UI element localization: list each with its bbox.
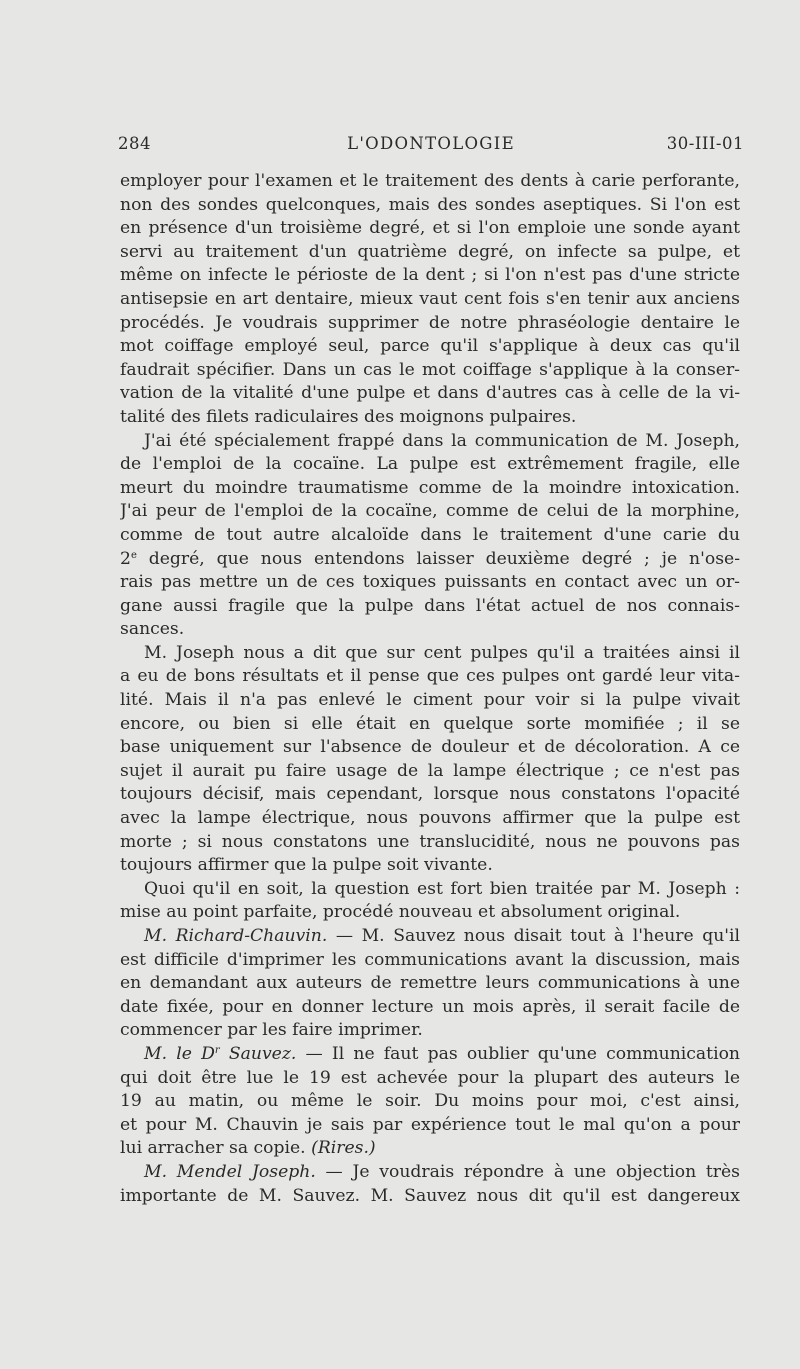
text-line: base uniquement sur l'absence de douleur et de décoloration. A ce — [120, 737, 740, 758]
superscript: r — [214, 1044, 220, 1056]
text-line: de l'emploi de la cocaïne. La pulpe est extrêmement fragile, elle — [120, 454, 740, 475]
text-segment: — Je voudrais répondre à une objection très — [315, 1161, 740, 1182]
paragraph-start: Quoi qu'il en soit, la question est fort bien traitée par M. Joseph : — [144, 878, 740, 899]
text-segment: — Il ne faut pas oublier qu'une communication — [296, 1043, 740, 1064]
text-line: antisepsie en art dentaire, mieux vaut cent fois s'en tenir aux anciens — [120, 288, 740, 309]
speaker-name: M. Mendel Joseph. — [144, 1161, 316, 1182]
speaker-surname: Sauvez. — [219, 1043, 297, 1064]
text-segment: degré, que nous entendons laisser deuxième degré ; je n'ose- — [136, 548, 740, 569]
text-line: en demandant aux auteurs de remettre leurs communications à une — [120, 973, 740, 994]
text-line: gane aussi fragile que la pulpe dans l'état actuel de nos connais- — [120, 595, 740, 616]
text-line: J'ai peur de l'emploi de la cocaïne, comme de celui de la morphine, — [120, 501, 740, 522]
page-number: 284 — [118, 134, 151, 153]
text-line: et pour M. Chauvin je sais par expérience tout le mal qu'on a pour — [120, 1114, 740, 1135]
text-line: date fixée, pour en donner lecture un mois après, il serait facile de — [120, 996, 740, 1017]
text-line: est difficile d'imprimer les communications avant la discussion, mais — [120, 949, 740, 970]
text-line: morte ; si nous constatons une translucidité, nous ne pouvons pas — [120, 831, 740, 852]
speaker-line — [120, 1043, 740, 1067]
text-segment: lui arracher sa copie. — [120, 1138, 312, 1159]
issue-date: 30-III-01 — [666, 134, 744, 153]
text-line: 19 au matin, ou même le soir. Du moins pour moi, c'est ainsi, — [120, 1091, 740, 1112]
text-line: en présence d'un troisième degré, et si l'on emploie une sonde ayant — [120, 218, 740, 239]
text-line — [120, 548, 740, 572]
text-line — [120, 1137, 740, 1161]
text-line: même on infecte le périoste de la dent ; si l'on n'est pas d'une stricte — [120, 265, 740, 286]
text-line: lité. Mais il n'a pas enlevé le ciment pour voir si la pulpe vivait — [120, 690, 740, 711]
text-line: talité des filets radiculaires des moignons pulpaires. — [120, 406, 577, 427]
speaker-prefix: M. le D — [144, 1043, 215, 1064]
text-line: toujours affirmer que la pulpe soit vivante. — [120, 855, 493, 876]
stage-direction: (Rires.) — [311, 1138, 376, 1159]
text-line: qui doit être lue le 19 est achevée pour la plupart des auteurs le — [120, 1067, 740, 1088]
text-line: faudrait spécifier. Dans un cas le mot coiffage s'applique à la conser- — [120, 359, 740, 380]
text-line: meurt du moindre traumatisme comme de la moindre intoxication. — [120, 477, 740, 498]
journal-title: L'ODONTOLOGIE — [347, 134, 515, 153]
text-line: servi au traitement d'un quatrième degré, on infecte sa pulpe, et — [120, 241, 740, 262]
text-line: toujours décisif, mais cependant, lorsque nous constatons l'opacité — [120, 784, 740, 805]
text-line: vation de la vitalité d'une pulpe et dans d'autres cas à celle de la vi- — [120, 383, 740, 404]
text-line: encore, ou bien si elle était en quelque sorte momifiée ; il se — [120, 713, 740, 734]
text-line: mot coiffage employé seul, parce qu'il s'applique à deux cas qu'il — [120, 336, 740, 357]
text-line: mise au point parfaite, procédé nouveau et absolument original. — [120, 902, 681, 923]
text-line: rais pas mettre un de ces toxiques puissants en contact avec un or- — [120, 572, 740, 593]
text-line: commencer par les faire imprimer. — [120, 1020, 423, 1041]
superscript: e — [130, 549, 137, 561]
text-segment: — M. Sauvez nous disait tout à l'heure qu'il — [327, 926, 740, 946]
text-line: non des sondes quelconques, mais des sondes aseptiques. Si l'on est — [120, 194, 740, 215]
text-line: avec la lampe électrique, nous pouvons affirmer que la pulpe est — [120, 808, 740, 829]
text-line: sujet il aurait pu faire usage de la lampe électrique ; ce n'est pas — [120, 760, 740, 781]
text-line: procédés. Je voudrais supprimer de notre phraséologie dentaire le — [120, 312, 740, 333]
text-segment: 2 — [120, 548, 131, 569]
speaker-name: M. Richard-Chauvin. — [144, 926, 328, 946]
text-line: comme de tout autre alcaloïde dans le traitement d'une carie du — [120, 524, 740, 545]
text-line: a eu de bons résultats et il pense que ces pulpes ont gardé leur vita- — [120, 666, 740, 687]
text-line: sances. — [120, 619, 185, 640]
paragraph-start: M. Joseph nous a dit que sur cent pulpes qu'il a traitées ainsi il — [144, 642, 740, 663]
speaker-line — [120, 925, 740, 949]
body-text — [120, 170, 740, 1208]
running-header — [118, 134, 744, 158]
speaker-line — [120, 1161, 740, 1185]
text-line: employer pour l'examen et le traitement des dents à carie perforante, — [120, 171, 740, 191]
text-line: importante de M. Sauvez. M. Sauvez nous dit qu'il est dangereux — [120, 1185, 740, 1206]
speaker-name — [144, 1044, 296, 1064]
paragraph-start: J'ai été spécialement frappé dans la communication de M. Joseph, — [144, 430, 740, 451]
